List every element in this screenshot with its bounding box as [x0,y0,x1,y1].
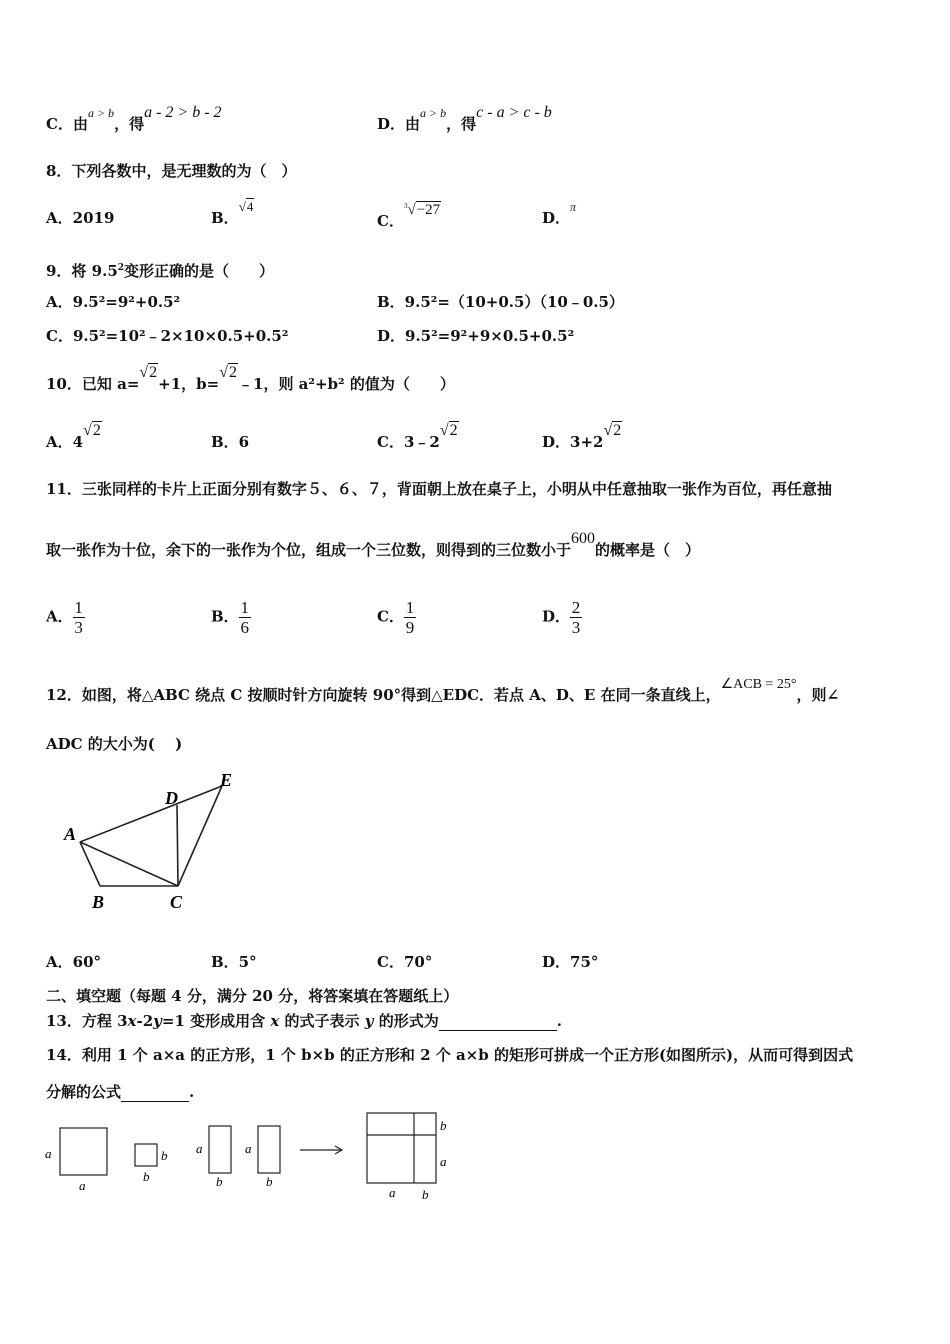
rect-ab-2 [258,1126,280,1173]
section2-heading: 二、填空题（每题 4 分，满分 20 分，将答案填在答题纸上） [46,987,459,1005]
label-rect1-b: b [216,1174,223,1189]
q10-a-sqrt: √2 [83,422,101,439]
label-a-bottom: a [79,1178,86,1193]
q12-option-b: B．5° [211,953,257,971]
q12-option-a: A．60° [46,953,102,971]
q13-answer-blank[interactable] [439,1016,557,1031]
q9-option-a: A．9.5²=9²+0.5² [46,293,181,311]
q7-c-result: a - 2 > b - 2 [144,104,222,121]
label-big-b-bottom: b [422,1187,429,1202]
q10-option-d [542,422,622,453]
q11-line2 [46,530,701,561]
label-rect2-b: b [266,1174,273,1189]
q7-c-mid: ，得 [114,115,145,133]
q9-option-b: B．9.5²=（10+0.5）（10﹣0.5） [377,293,624,311]
q14-answer-blank[interactable] [121,1087,189,1102]
q11-d-fraction [570,598,582,637]
q10-option-c [377,422,459,453]
q11-option-a [46,598,85,637]
label-b-right: b [161,1148,168,1163]
edge-ac [80,842,178,886]
q12-angle: ∠ACB = 25° [720,677,797,692]
label-e: E [220,770,233,790]
edge-dc [177,805,178,886]
square-a [60,1128,107,1175]
q11-c-label: C． [377,607,404,626]
q12-line1-a: 12．如图，将△ABC 绕点 C 按顺时针方向旋转 90°得到△EDC．若点 A、D、E 在同一条直线上， [46,686,721,704]
q12-triangle-figure [60,768,240,916]
q14-line1: 14．利用 1 个 a×a 的正方形，1 个 b×b 的正方形和 2 个 a×b 的矩形可拼成一个正方形(如图所示)，从而可得到因式 [46,1046,854,1064]
q11-a-num: 1 [74,598,83,617]
q12-line2: ADC 的大小为( ) [46,735,183,753]
label-rect1-a: a [196,1141,203,1156]
label-a-left: a [45,1146,52,1161]
label-b: B [92,892,105,912]
q8-c-index: 3 [403,202,408,210]
q11-600: 600 [571,530,596,547]
q11-option-b [211,598,251,637]
q8-c-cbrt: $^3$√−27 [403,202,441,218]
q11-c-num: 1 [405,598,415,617]
q9-stem-sup: 2 [117,263,125,273]
q13-d: 的式子表示 [279,1012,365,1030]
q11-line1: 11．三张同样的卡片上正面分别有数字５、６、７，背面朝上放在桌子上，小明从中任意抽取一张作为百位，再任意抽 [46,480,832,498]
q14-line2-text: 分解的公式 [46,1083,122,1101]
q13-x2: x [270,1012,280,1030]
q10-option-a [46,422,102,453]
q13-c: =1 变形成用含 [161,1012,271,1030]
label-big-a-right: a [440,1154,447,1169]
q10-stem-c: ﹣1，则 a²+b² 的值为（ ） [238,375,455,393]
q12-line1 [46,677,840,707]
q11-a-den: 3 [74,618,83,637]
q7-c-label: C．由 [46,115,88,133]
q8-option-b [211,199,254,229]
q10-sqrt-a: √2 [139,364,158,381]
q10-c-label: C．3﹣2 [377,433,440,451]
q11-c-fraction [404,598,416,637]
q11-d-label: D． [542,607,571,626]
q8-b-label: B． [211,209,239,227]
q9-option-d: D．9.5²=9²+9×0.5+0.5² [377,327,575,345]
label-big-a-bottom: a [389,1185,396,1200]
q11-line2-a: 取一张作为十位，余下的一张作为个位，组成一个三位数，则得到的三位数小于 [46,541,572,559]
q9-stem [46,258,274,281]
q7-option-c [46,104,222,135]
edge-ab [80,842,100,886]
big-square [367,1113,436,1183]
q10-a-radicand: 2 [92,422,101,439]
q10-sqrt-b: √2 [219,364,238,381]
q7-c-cond: a > b [87,106,115,120]
q10-option-b: B．6 [211,433,250,451]
q14-squares-figure [40,1108,460,1208]
q7-option-d [377,104,552,135]
q8-d-pi: π [570,200,577,214]
q13-x: x [127,1012,137,1030]
q13-y: y [153,1012,162,1030]
q11-b-fraction [239,598,251,637]
q13-e: 的形式为 [373,1012,439,1030]
label-rect2-a: a [245,1141,252,1156]
q7-d-mid: ，得 [446,115,477,133]
label-big-b-right: b [440,1118,447,1133]
q11-b-label: B． [211,607,239,626]
q10-d-radicand: 2 [613,422,622,439]
q10-radicand-a: 2 [149,364,158,381]
q10-stem [46,364,455,395]
label-c: C [170,892,183,912]
q10-c-radicand: 2 [449,422,458,439]
label-b-bottom: b [143,1169,150,1184]
q11-a-fraction [73,598,85,637]
q14-end: . [189,1083,195,1101]
q11-b-num: 1 [240,598,249,617]
q13-line [46,1011,562,1031]
q9-stem-b: 变形正确的是（ ） [124,262,275,280]
q11-d-den: 3 [571,618,581,637]
q8-stem: 8．下列各数中，是无理数的为（ ） [46,162,297,180]
q13-a: 13．方程 3 [46,1012,128,1030]
q8-option-a: A．2019 [46,209,115,227]
q11-line2-b: 的概率是（ ） [595,541,701,559]
q11-option-d [542,598,582,637]
q8-c-label: C． [377,212,404,230]
q9-option-c: C．9.5²=10²﹣2×10×0.5+0.5² [46,327,289,345]
q8-d-label: D． [542,209,571,227]
q13-b: -2 [136,1012,154,1030]
q7-d-cond: a > b [420,106,447,120]
q9-stem-a: 9．将 9.5 [46,262,118,280]
q11-a-label: A． [46,607,73,626]
q12-option-c: C．70° [377,953,433,971]
q8-b-radicand: 4 [246,199,254,214]
q8-b-sqrt: √4 [238,199,254,214]
q11-b-den: 6 [240,618,249,637]
q10-d-sqrt: √2 [603,422,622,439]
q7-d-result: c - a > c - b [476,104,552,121]
square-b [135,1144,157,1166]
q14-line2 [46,1082,194,1102]
q11-c-den: 9 [405,618,415,637]
q7-d-label: D．由 [377,115,421,133]
q10-d-label: D．3+2 [542,433,604,451]
q8-c-radicand: −27 [416,202,441,218]
label-d: D [165,788,178,808]
q10-a-label: A．4 [46,433,84,451]
q10-radicand-b: 2 [229,364,238,381]
q10-stem-a: 10．已知 a= [46,375,140,393]
q13-y2: y [364,1012,374,1030]
q12-option-d: D．75° [542,953,599,971]
rect-ab-1 [209,1126,231,1173]
q10-stem-b: +1，b= [158,375,220,393]
q8-option-c [377,202,441,232]
q10-c-sqrt: √2 [439,422,458,439]
q12-line1-b: ，则∠ [796,686,840,704]
q8-option-d [542,200,577,229]
q11-option-c [377,598,416,637]
label-a: A [64,824,77,844]
q11-d-num: 2 [571,598,581,617]
q13-end: . [556,1012,562,1030]
